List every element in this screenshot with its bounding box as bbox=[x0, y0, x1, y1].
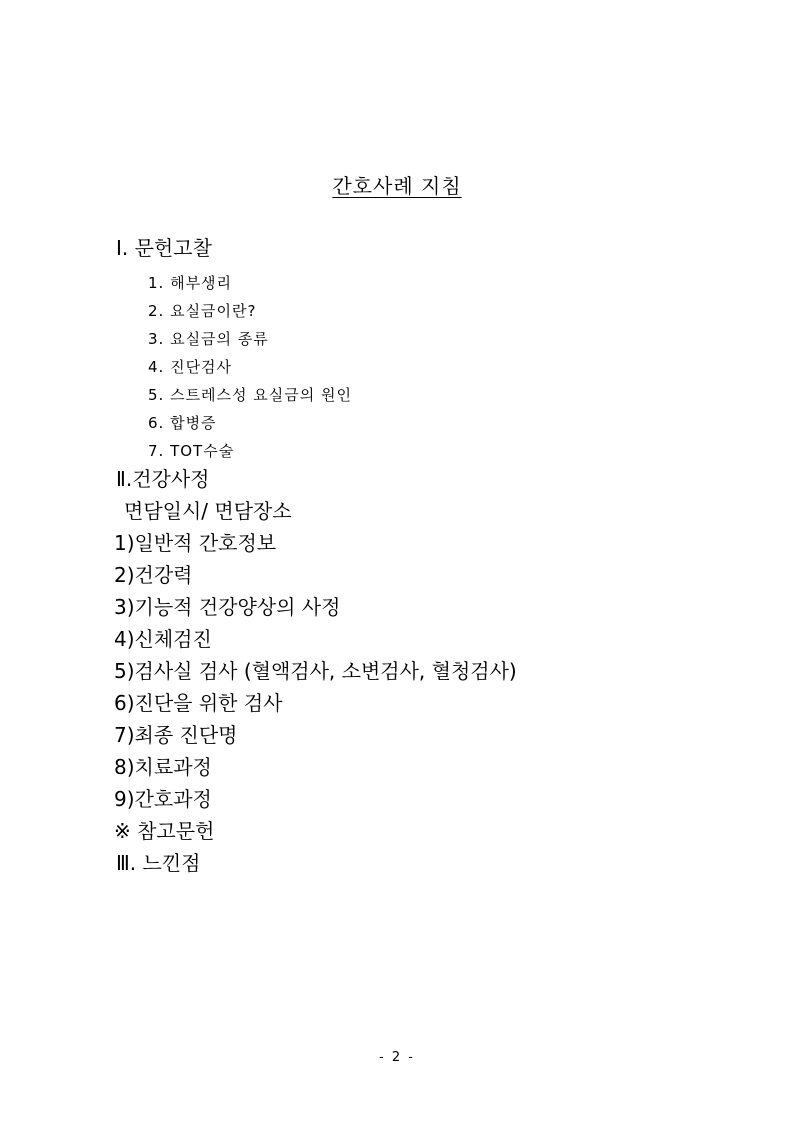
document-title-block bbox=[0, 172, 794, 200]
page-number: - 2 - bbox=[379, 1050, 415, 1065]
item-physical-exam: 4)신체검진 bbox=[114, 627, 212, 651]
item-final-diagnosis: 7)최종 진단명 bbox=[114, 723, 238, 747]
subsection-tot-surgery: 7. TOT수술 bbox=[148, 442, 235, 460]
item-general-nursing-info: 1)일반적 간호정보 bbox=[114, 531, 277, 555]
item-functional-health-patterns: 3)기능적 건강양상의 사정 bbox=[114, 595, 341, 619]
item-lab-tests: 5)검사실 검사 (혈액검사, 소변검사, 혈청검사) bbox=[114, 659, 517, 683]
item-nursing-process: 9)간호과정 bbox=[114, 787, 212, 811]
interview-date-place: 면담일시/ 면담장소 bbox=[124, 499, 292, 523]
subsection-stress-incontinence-causes: 5. 스트레스성 요실금의 원인 bbox=[148, 386, 353, 404]
subsection-anatomy-physiology: 1. 해부생리 bbox=[148, 274, 233, 292]
item-health-history: 2)건강력 bbox=[114, 563, 193, 587]
subsection-what-is-incontinence: 2. 요실금이란? bbox=[148, 302, 257, 320]
item-treatment-course: 8)치료과정 bbox=[114, 755, 212, 779]
subsection-complications: 6. 합병증 bbox=[148, 414, 217, 432]
section-heading-literature-review: Ⅰ. 문헌고찰 bbox=[116, 236, 212, 260]
section-heading-reflections: Ⅲ. 느낀점 bbox=[116, 851, 201, 875]
document-title: 간호사례 지침 bbox=[332, 174, 462, 198]
subsection-incontinence-types: 3. 요실금의 종류 bbox=[148, 330, 269, 348]
item-references: ※ 참고문헌 bbox=[114, 819, 215, 843]
item-diagnostic-tests: 6)진단을 위한 검사 bbox=[114, 691, 283, 715]
section-heading-health-assessment: Ⅱ.건강사정 bbox=[116, 467, 210, 491]
subsection-diagnostic-tests: 4. 진단검사 bbox=[148, 358, 233, 376]
